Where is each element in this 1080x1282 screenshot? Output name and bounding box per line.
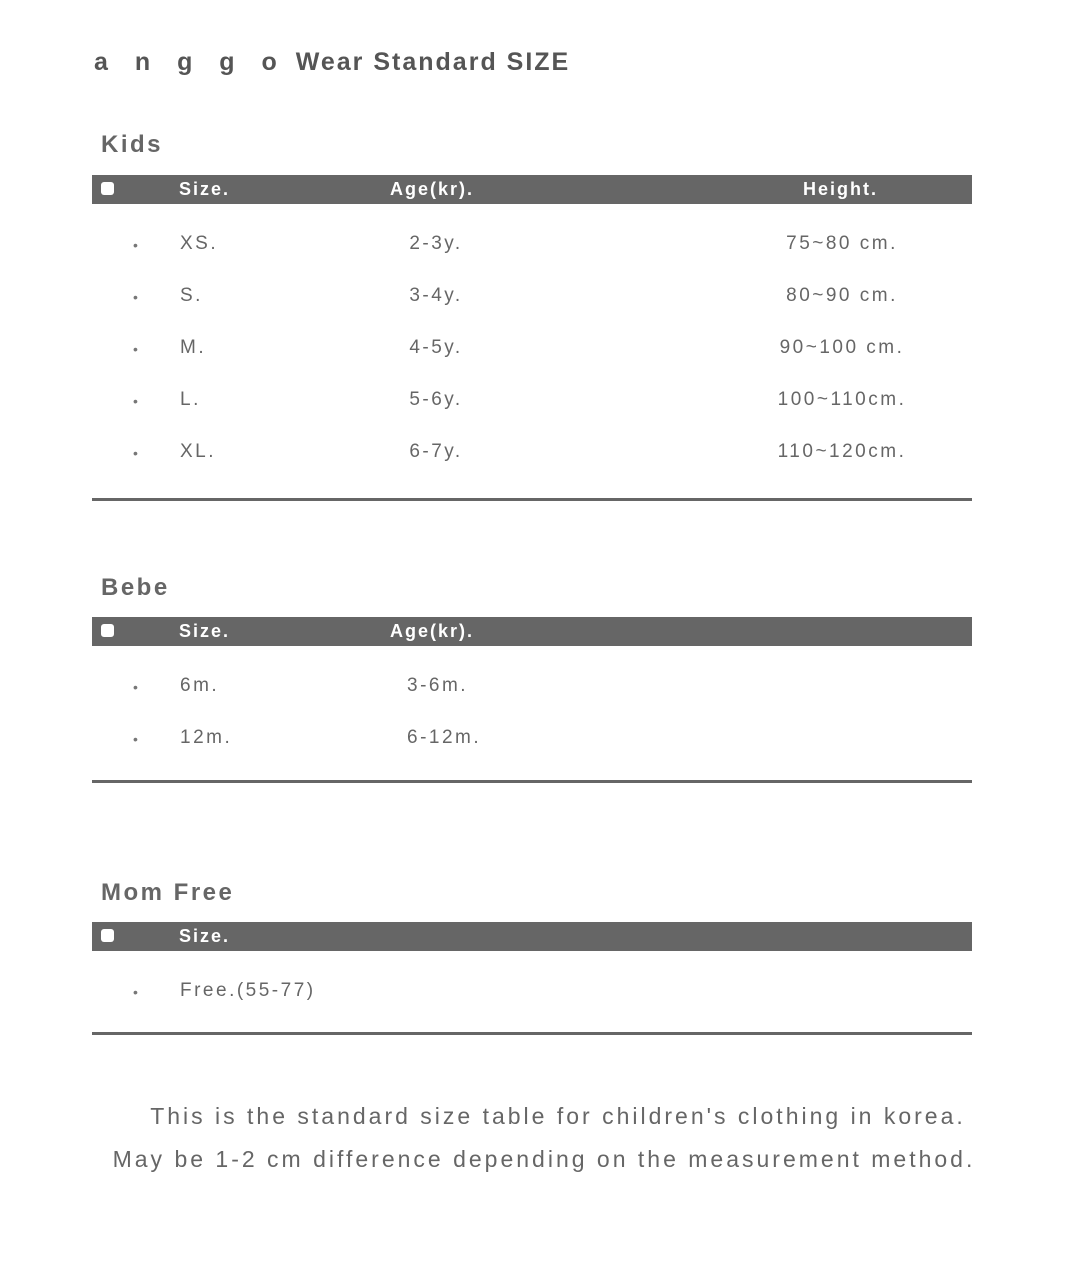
bullet-icon: • [133,393,138,409]
mom-table-header [92,922,972,951]
title-text: Wear Standard SIZE [295,48,571,76]
height-value: 110~120cm. [777,441,907,462]
bullet-icon: • [133,289,138,305]
height-value: 90~100 cm. [779,337,905,358]
header-size: Size. [179,179,231,199]
kids-divider [92,498,972,501]
age-value: 3-4y. [409,285,463,306]
size-value: L. [180,389,201,410]
size-value: XS. [180,233,219,254]
age-value: 5-6y. [409,389,463,410]
bullet-icon: • [133,341,138,357]
section-title-mom-free: Mom Free [101,879,235,906]
mom-divider [92,1032,972,1035]
section-title-kids: Kids [101,131,164,158]
header-size: Size. [179,926,231,946]
bullet-icon: • [133,237,138,253]
age-value: 6-7y. [409,441,463,462]
header-age: Age(kr). [390,179,475,199]
page-title [94,48,570,77]
height-value: 100~110cm. [777,389,907,410]
size-value: M. [180,337,207,358]
header-age: Age(kr). [390,621,475,641]
kids-table-header [92,175,972,204]
bullet-icon: • [133,679,138,695]
size-value: S. [180,285,203,306]
age-value: 3-6m. [407,675,469,696]
header-size: Size. [179,621,231,641]
size-value: 12m. [180,727,233,748]
size-value: XL. [180,441,217,462]
height-value: 80~90 cm. [786,285,898,306]
age-value: 4-5y. [409,337,463,358]
age-value: 2-3y. [409,233,463,254]
size-value: 6m. [180,675,220,696]
checkbox-icon [101,624,114,637]
bullet-icon: • [133,731,138,747]
age-value: 6-12m. [407,727,482,748]
size-value: Free.(55-77) [180,980,316,1001]
checkbox-icon [101,182,114,195]
height-value: 75~80 cm. [786,233,898,254]
checkbox-icon [101,929,114,942]
note-line-2: May be 1-2 cm difference depending on the measurement method. [112,1146,976,1172]
bullet-icon: • [133,445,138,461]
header-height: Height. [803,179,878,199]
brand-name: a n g g o [94,48,287,76]
bullet-icon: • [133,984,138,1000]
bebe-divider [92,780,972,783]
note-line-1: This is the standard size table for children's clothing in korea. [150,1103,966,1129]
section-title-bebe: Bebe [101,574,170,601]
bebe-table-header [92,617,972,646]
